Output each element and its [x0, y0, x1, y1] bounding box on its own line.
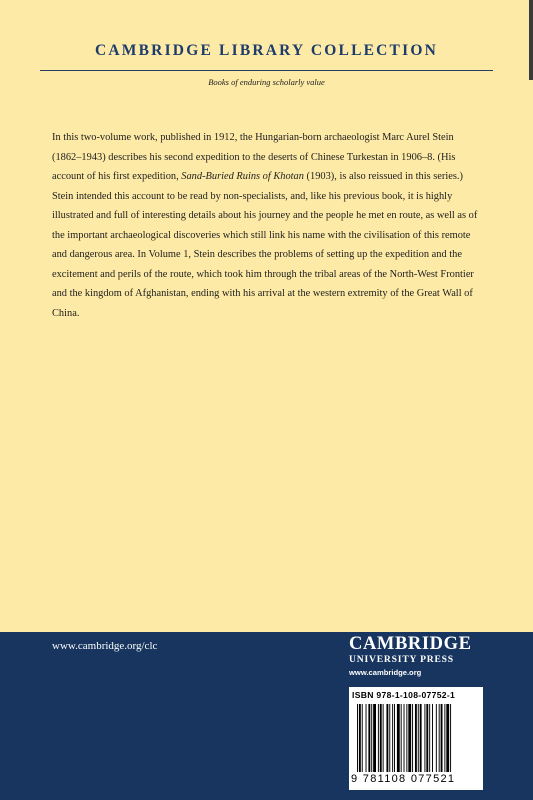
barcode-bar: [371, 704, 372, 772]
barcode-bar: [394, 704, 395, 772]
barcode-bar: [406, 704, 407, 772]
barcode-bar: [436, 704, 437, 772]
barcode-bar: [401, 704, 402, 772]
barcode-bar: [389, 704, 390, 772]
barcode-bar: [357, 704, 358, 772]
series-website: www.cambridge.org/clc: [52, 640, 158, 652]
isbn-label: ISBN 978-1-108-07752-1: [352, 690, 456, 700]
barcode-bar: [380, 704, 382, 772]
barcode-bar: [439, 704, 440, 772]
barcode-bar: [444, 704, 445, 772]
barcode-bar: [408, 704, 411, 772]
series-title: CAMBRIDGE LIBRARY COLLECTION: [95, 42, 438, 59]
barcode-bar: [366, 704, 367, 772]
barcode-bar: [397, 704, 400, 772]
publisher-name: CAMBRIDGE: [349, 634, 472, 654]
header-rule: [40, 70, 493, 71]
book-description: [52, 128, 484, 323]
series-tagline: Books of enduring scholarly value: [208, 77, 325, 87]
barcode-bar: [359, 704, 361, 772]
barcode-bar: [429, 704, 430, 772]
barcode-bar: [383, 704, 384, 772]
barcode-bar: [392, 704, 393, 772]
barcode-bar: [362, 704, 363, 772]
barcode-bar: [441, 704, 443, 772]
barcode-bar: [415, 704, 417, 772]
barcode-digits: 9 781108 077521: [351, 773, 456, 785]
barcode-bar: [386, 704, 388, 772]
barcode-bar: [420, 704, 422, 772]
barcode-bar: [418, 704, 419, 772]
barcode-bar: [432, 704, 433, 772]
referenced-book-title: Sand-Buried Ruins of Khotan: [181, 171, 304, 182]
barcode-bar: [404, 704, 405, 772]
publisher-subtitle: UNIVERSITY PRESS: [349, 654, 454, 665]
barcode-bar: [412, 704, 413, 772]
barcode-bar: [378, 704, 379, 772]
barcode-bar: [424, 704, 425, 772]
barcode-bar: [446, 704, 449, 772]
barcode-bar: [368, 704, 370, 772]
barcode-panel: [349, 687, 483, 790]
publisher-logo: [349, 634, 489, 679]
barcode-icon: [349, 702, 483, 774]
barcode-bar: [373, 704, 376, 772]
barcode-bar: [450, 704, 451, 772]
barcode-bar: [426, 704, 428, 772]
spine-edge: [529, 0, 533, 80]
description-part-1: In this two-volume work, published in 1912, the Hungarian-born archaeologist Marc Aurel Stein (1862–1943) describes his second expedition to the deserts of Chinese Turkestan in 1906–8. (His account of his first expedition,: [52, 132, 456, 182]
footer-band: [0, 632, 533, 800]
description-part-2: (1903), is also reissued in this series.) Stein intended this account to be read by non-specialists, and, like his previous book, it is highly illustrated and full of interesting details about his journey and the people he met en route, as well as of the important archaeological discoveries which still link his name with the civilisation of this remote and dangerous area. In Volume 1, Stein describes the problems of setting up the expedition and the excitement and perils of the route, which took him through the tribal areas of the North-West Frontier and the kingdom of Afghanistan, ending with his arrival at the western extremity of the Great Wall of China.: [52, 171, 478, 319]
publisher-website: www.cambridge.org: [349, 668, 422, 677]
